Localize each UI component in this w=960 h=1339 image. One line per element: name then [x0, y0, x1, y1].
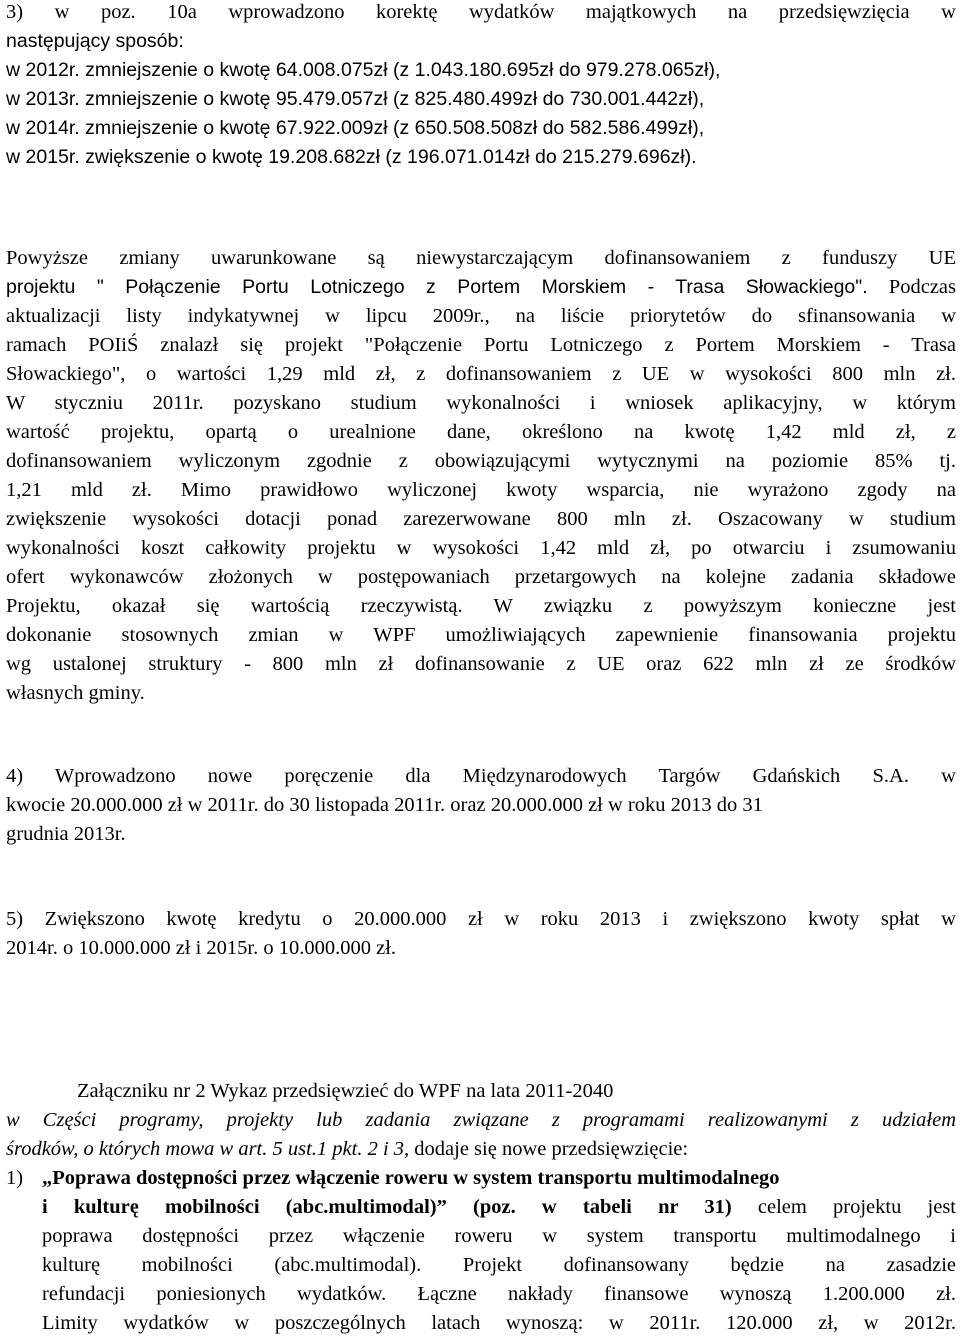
paragraph-line-11: wykonalności koszt całkowity projektu w wysokości 1,42 mld zł, po otwarciu i zsumowaniu	[6, 537, 956, 559]
section-5-line-1: 5) Zwiększono kwotę kredytu o 20.000.000 zł w roku 2013 i zwiększono kwoty spłat w	[6, 908, 956, 930]
paragraph-line-2-serif: Podczas	[888, 276, 957, 298]
annex-item-rest-2: celem projektu jest	[731, 1196, 956, 1218]
paragraph-line-12: ofert wykonawców złożonych w postępowaniach przetargowych na kolejne zadania składowe	[6, 566, 956, 588]
paragraph-line-13: Projektu, okazał się wartością rzeczywistą. W związku z powyższym konieczne jest	[6, 595, 956, 617]
annex-italic-line-2-text: środków, o których mowa w art. 5 ust.1 pkt. 2 i 3,	[6, 1138, 410, 1160]
annex-item-line-3: poprawa dostępności przez włączenie roweru w system transportu multimodalnego i	[42, 1225, 956, 1247]
paragraph-line-10: zwiększenie wysokości dotacji ponad zarezerwowane 800 mln zł. Oszacowany w studium	[6, 508, 956, 530]
section-3-line-6: w 2015r. zwiększenie o kwotę 19.208.682zł (z 196.071.014zł do 215.279.696zł).	[6, 146, 697, 168]
paragraph-line-3-a: aktualizacji listy indykatywnej w lipcu 2009r.	[6, 305, 485, 327]
paragraph-line-3-b: , na liście priorytetów do sfinansowania w	[484, 305, 956, 327]
section-4	[6, 762, 956, 849]
section-3-line-5: w 2014r. zmniejszenie o kwotę 67.922.009zł (z 650.508.508zł do 582.586.499zł),	[6, 117, 705, 139]
annex-item-line-1	[6, 1164, 956, 1193]
paragraph-line-2-arial: projektu " Połączenie Portu Lotniczego z Portem Morskiem - Trasa Słowackiego".	[6, 276, 868, 298]
section-5-line-2: 2014r. o 10.000.000 zł i 2015r. o 10.000.000 zł.	[6, 937, 397, 959]
paragraph-line-8: dofinansowaniem wyliczonym zgodnie z obowiązującymi wytycznymi na poziomie 85% tj.	[6, 450, 956, 472]
annex-item-line-4: kulturę mobilności (abc.multimodal). Projekt dofinansowany będzie na zasadzie	[42, 1254, 956, 1276]
section-3-line-1: 3) w poz. 10a wprowadzono korektę wydatków majątkowych na przedsięwzięcia w	[6, 1, 956, 23]
paragraph-line-7: wartość projektu, opartą o urealnione dane, określono na kwotę 1,42 mld zł, z	[6, 421, 956, 443]
annex-item-line-2	[6, 1193, 956, 1222]
paragraph-line-16: własnych gminy.	[6, 682, 145, 704]
paragraph-line-4: ramach POIiŚ znalazł się projekt "Połączenie Portu Lotniczego z Portem Morskiem - Trasa	[6, 334, 956, 356]
section-3-line-4: w 2013r. zmniejszenie o kwotę 95.479.057zł (z 825.480.499zł do 730.001.442zł),	[6, 88, 705, 110]
section-4-line-2: kwocie 20.000.000 zł w 2011r. do 30 listopada 2011r. oraz 20.000.000 zł w roku 2013 do 31	[6, 794, 763, 816]
paragraph-line-9: 1,21 mld zł. Mimo prawidłowo wyliczonej kwoty wsparcia, nie wyrażono zgody na	[6, 479, 956, 501]
annex-item-bold-1: „Poprawa dostępności przez włączenie roweru w system transportu multimodalnego	[42, 1167, 780, 1189]
annex-item-line-6: Limity wydatków w poszczególnych latach wynoszą: w 2011r. 120.000 zł, w 2012r.	[42, 1312, 956, 1334]
section-4-line-1: 4) Wprowadzono nowe poręczenie dla Międzynarodowych Targów Gdańskich S.A. w	[6, 765, 956, 787]
paragraph-line-6: W styczniu 2011r. pozyskano studium wykonalności i wniosek aplikacyjny, w którym	[6, 392, 956, 414]
annex-italic-line-2	[6, 1135, 956, 1164]
annex-2	[6, 1077, 956, 1338]
annex-item-number: 1)	[6, 1167, 24, 1189]
annex-title: Załączniku nr 2 Wykaz przedsięwzieć do WPF na lata 2011-2040	[77, 1080, 614, 1102]
section-4-line-3: grudnia 2013r.	[6, 823, 126, 845]
paragraph-line-14: dokonanie stosownych zmian w WPF umożliwiających zapewnienie finansowania projektu	[6, 624, 956, 646]
explanation-paragraph	[6, 244, 956, 708]
annex-item-line-5: refundacji poniesionych wydatków. Łączne nakłady finansowe wynoszą 1.200.000 zł.	[42, 1283, 956, 1305]
paragraph-line-1: Powyższe zmiany uwarunkowane są niewystarczającym dofinansowaniem z funduszy UE	[6, 247, 956, 269]
paragraph-line-5: Słowackiego", o wartości 1,29 mld zł, z dofinansowaniem z UE w wysokości 800 mln zł.	[6, 363, 956, 385]
section-3-line-3: w 2012r. zmniejszenie o kwotę 64.008.075zł (z 1.043.180.695zł do 979.278.065zł),	[6, 59, 721, 81]
annex-italic-line-2-rest: dodaje się nowe przedsięwzięcie:	[409, 1138, 689, 1160]
annex-italic-line-1: w Części programy, projekty lub zadania związane z programami realizowanymi z udziałem	[6, 1109, 956, 1131]
paragraph-line-3	[6, 302, 956, 331]
paragraph-line-2	[6, 273, 956, 302]
paragraph-line-15: wg ustalonej struktury - 800 mln zł dofinansowanie z UE oraz 622 mln zł ze środków	[6, 653, 956, 675]
section-5	[6, 905, 956, 963]
section-3-line-2: następujący sposób:	[6, 30, 184, 52]
section-3	[6, 0, 956, 172]
annex-item-bold-2: i kulturę mobilności (abc.multimodal)” (poz. w tabeli nr 31)	[42, 1196, 732, 1218]
